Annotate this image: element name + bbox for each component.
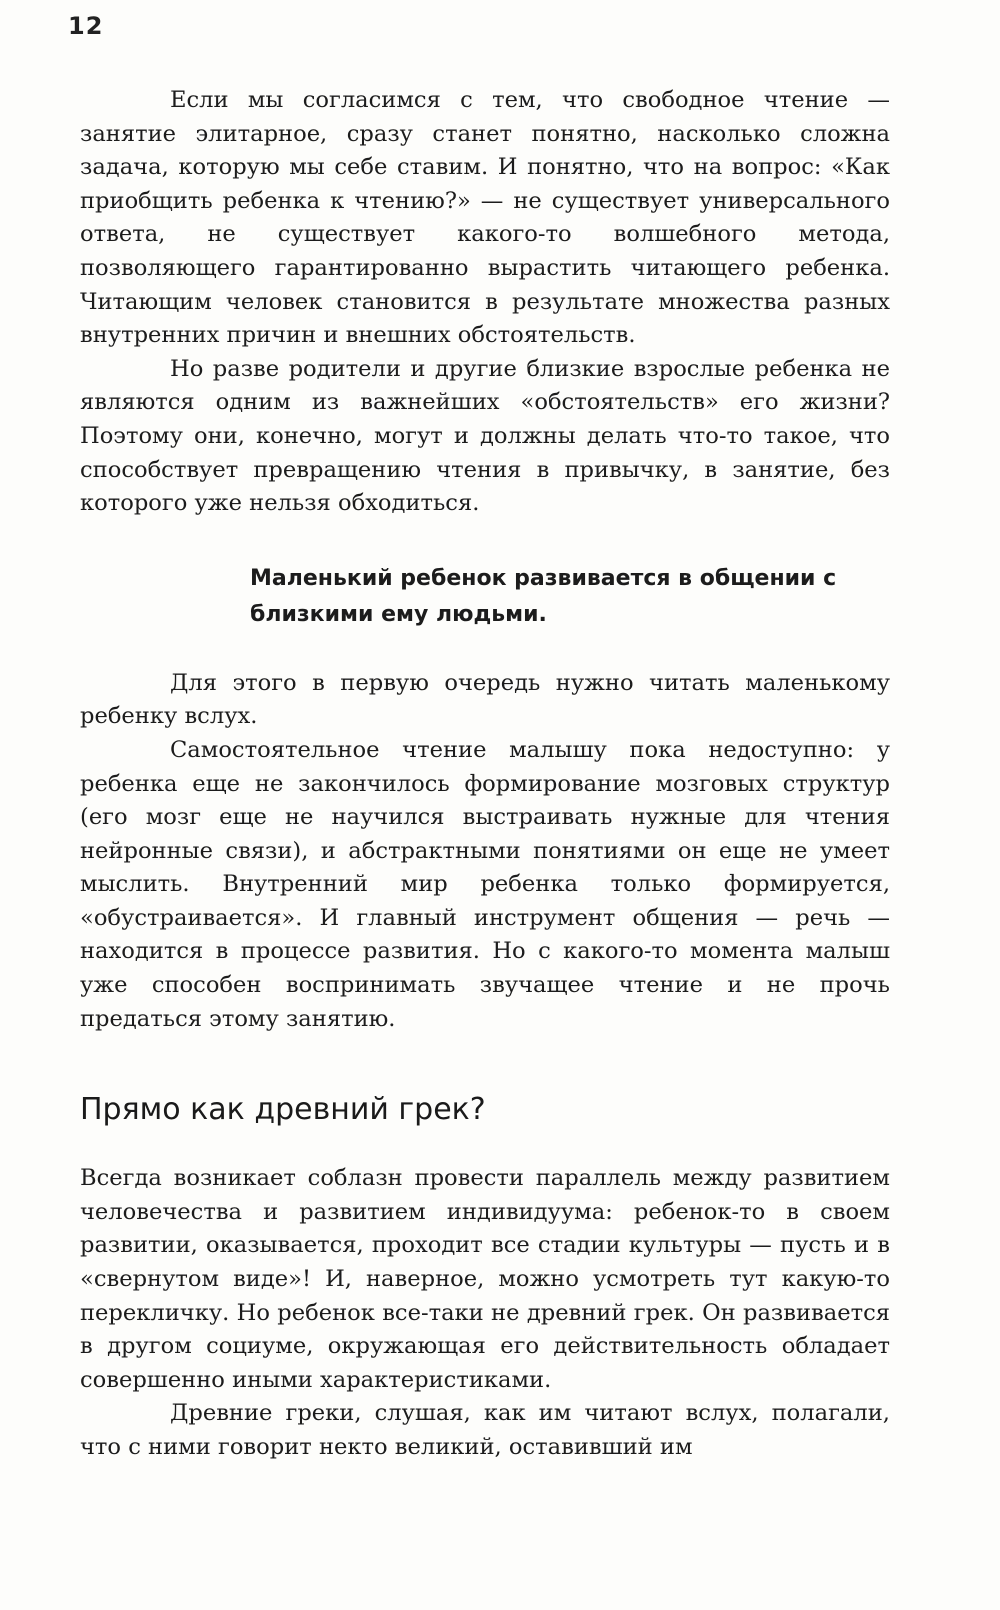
page-content bbox=[80, 84, 890, 1465]
paragraph-after-callout-1: Для этого в первую очередь нужно читать маленькому ребенку вслух. bbox=[80, 669, 890, 730]
paragraph-intro-1: Если мы согласимся с тем, что свободное чтение — занятие элитарное, сразу станет понятно, насколько сложна задача, которую мы себе ставим. И понятно, что на вопрос: «Как приобщить ребенка к чтению?» — не существует универсального ответа, не существует какого-то волшебного метода, позволяющего гарантированно вырастить читающего ребенка. Читающим человек становится в результате множества разных внутренних причин и внешних обстоятельств. bbox=[80, 87, 890, 349]
section-paragraph-1: Всегда возникает соблазн провести параллель между развитием человечества и развитием индивидуума: ребенок-то в своем развитии, оказывается, проходит все стадии культуры — пусть и в «свернутом виде»! И, наверное, можно усмотреть тут какую-то перекличку. Но ребенок все-таки не древний грек. Он развивается в другом социуме, окружающая его действительность обладает совершенно иными характеристиками. bbox=[80, 1165, 890, 1393]
paragraph-intro-2: Но разве родители и другие близкие взрослые ребенка не являются одним из важнейших «обстоятельств» его жизни? Поэтому они, конечно, могут и должны делать что-то такое, что способствует превращению чтения в привычку, в занятие, без которого уже нельзя обходиться. bbox=[80, 355, 890, 517]
paragraph-after-callout-2: Самостоятельное чтение малышу пока недоступно: у ребенка еще не закончилось формирование мозговых структур (его мозг еще не научился выстраивать нужные для чтения нейронные связи), и абстрактными понятиями он еще не умеет мыслить. Внутренний мир ребенка только формируется, «обустраивается». И главный инструмент общения — речь — находится в процессе развития. Но с какого-то момента малыш уже способен воспринимать звучащее чтение и не прочь предаться этому занятию. bbox=[80, 736, 890, 1032]
callout-highlight: Маленький ребенок развивается в общении с близкими ему людьми. bbox=[250, 565, 837, 627]
section-heading: Прямо как древний грек? bbox=[80, 1092, 486, 1128]
section-paragraph-2: Древние греки, слушая, как им читают вслух, полагали, что с ними говорит некто великий, оставивший им bbox=[80, 1400, 890, 1460]
page-number: 12 bbox=[68, 12, 104, 40]
